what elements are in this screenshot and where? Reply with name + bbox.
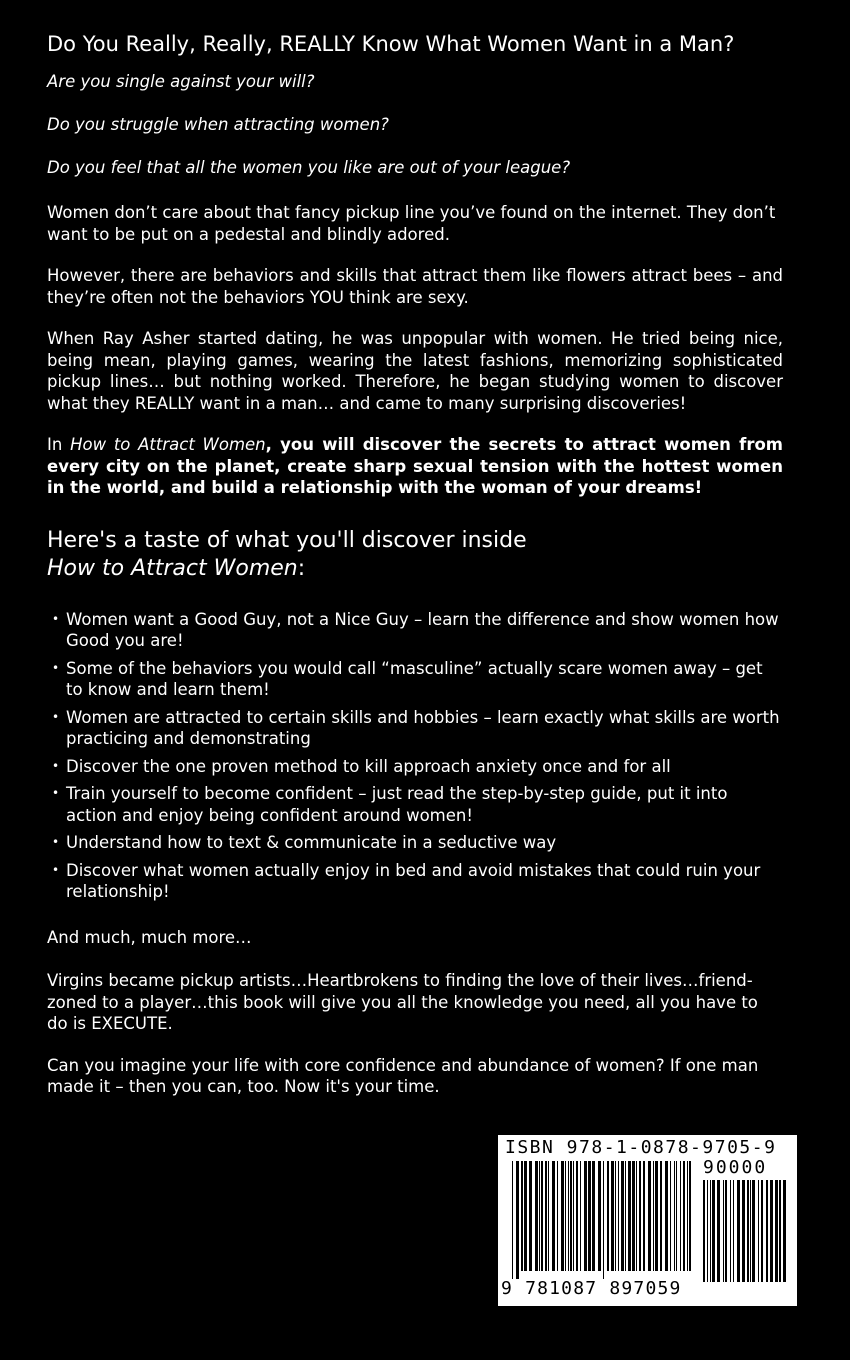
barcode-bar — [680, 1161, 681, 1271]
barcode-bar — [535, 1161, 538, 1271]
question-1: Are you single against your will? — [47, 72, 315, 91]
barcode-bar — [628, 1161, 631, 1271]
barcode-bar — [545, 1161, 547, 1271]
barcode-bar — [730, 1180, 731, 1282]
price-code: 90000 — [703, 1157, 768, 1178]
barcode-bar — [717, 1180, 720, 1282]
barcode-bar — [576, 1161, 578, 1271]
list-item — [47, 658, 783, 701]
barcode-bar — [674, 1161, 675, 1271]
list-item — [47, 609, 783, 652]
ean-bars — [512, 1161, 694, 1279]
question-2: Do you struggle when attracting women? — [47, 115, 389, 134]
barcode-bar — [621, 1161, 624, 1271]
barcode-bar — [639, 1161, 641, 1271]
barcode-bar — [592, 1161, 595, 1271]
barcode-bar — [557, 1161, 558, 1271]
bold-pitch-prefix: In — [47, 435, 71, 454]
barcode-bar — [607, 1161, 609, 1271]
paragraph-3: When Ray Asher started dating, he was unpopular with women. He tried being nice, being mean, playing games, wearing the latest fashions, memorizing sophisticated pickup lines… but nothing worked. Therefore, he began studying women to discover what they REALLY want in a man… and came to many surprising discoveries! — [47, 329, 783, 413]
bullet-text: Some of the behaviors you would call “masculine” actually scare women away – get to know and learn them! — [66, 658, 763, 699]
ean-digits: 9 781087 897059 — [501, 1278, 682, 1299]
barcode-bar — [615, 1161, 616, 1271]
bullet-text: Women are attracted to certain skills and hobbies – learn exactly what skills are worth practicing and demonstrating — [66, 707, 780, 748]
barcode-bar — [733, 1180, 734, 1282]
barcode-bar — [670, 1161, 671, 1271]
isbn-barcode — [498, 1135, 797, 1306]
subhead-line-2 — [47, 555, 783, 583]
barcode-bar — [603, 1161, 604, 1279]
question-3: Do you feel that all the women you like are out of your league? — [47, 158, 571, 177]
bullet-icon: • — [52, 660, 60, 675]
barcode-bar — [723, 1180, 724, 1282]
list-item — [47, 756, 783, 778]
addon-bars — [703, 1180, 789, 1298]
barcode-bar — [665, 1161, 668, 1271]
barcode-bar — [683, 1161, 685, 1271]
bullet-icon: • — [52, 862, 60, 877]
subhead-book-title: How to Attract Women — [47, 555, 298, 581]
bullet-icon: • — [52, 786, 60, 800]
barcode-bar — [588, 1161, 591, 1271]
barcode-bar — [655, 1161, 658, 1271]
barcode-bar — [648, 1161, 651, 1271]
barcode-bar — [761, 1180, 763, 1282]
closing-line-1: And much, much more… — [47, 927, 252, 947]
barcode-bar — [783, 1180, 786, 1282]
barcode-bar — [561, 1161, 564, 1271]
barcode-bar — [687, 1161, 688, 1271]
barcode-bar — [598, 1161, 601, 1271]
barcode-bar — [552, 1161, 555, 1271]
barcode-bar — [703, 1180, 705, 1282]
bullet-text: Discover the one proven method to kill approach anxiety once and for all — [66, 756, 671, 776]
list-item — [47, 783, 783, 826]
section-subhead — [47, 527, 783, 583]
closing-paragraph-2: Virgins became pickup artists…Heartbrokens to finding the love of their lives…friend-zoned to a player…this book will give you all the knowledge you need, all you have to do is EXECUTE. — [47, 971, 758, 1033]
barcode-bar — [750, 1180, 751, 1282]
barcode-bar — [779, 1180, 781, 1282]
barcode-bar — [539, 1161, 540, 1271]
barcode-bar — [747, 1180, 749, 1282]
barcode-bar — [710, 1180, 711, 1282]
barcode-bar — [548, 1161, 549, 1271]
bullet-text: Discover what women actually enjoy in bed and avoid mistakes that could ruin your relationship! — [66, 860, 761, 901]
barcode-bar — [573, 1161, 574, 1271]
bullet-text: Train yourself to become confident – just read the step-by-step guide, put it into action and enjoy being confident around women! — [66, 784, 728, 825]
barcode-bar — [611, 1161, 614, 1271]
paragraph-2: However, there are behaviors and skills that attract them like flowers attract bees – and they’re often not the behaviors YOU think are sexy. — [47, 266, 783, 307]
bullet-icon: • — [52, 758, 60, 773]
barcode-bar — [632, 1161, 635, 1271]
barcode-bar — [725, 1180, 727, 1282]
paragraph-1: Women don’t care about that fancy pickup line you’ve found on the internet. They don’t want to be put on a pedestal and blindly adored. — [47, 203, 776, 244]
bullet-icon: • — [52, 709, 60, 724]
barcode-bar — [737, 1180, 740, 1282]
barcode-bar — [707, 1180, 708, 1282]
list-item — [47, 707, 783, 750]
bold-pitch-book-title: How to Attract Women — [70, 435, 266, 454]
page-title: Do You Really, Really, REALLY Know What Women Want in a Man? — [47, 32, 735, 56]
back-cover-text — [47, 29, 783, 1118]
barcode-bar — [568, 1161, 569, 1271]
barcode-bar — [742, 1180, 745, 1282]
closing-paragraph-3: Can you imagine your life with core confidence and abundance of women? If one man made it – then you can, too. Now it's your time. — [47, 1055, 759, 1096]
barcode-bar — [643, 1161, 645, 1271]
barcode-bar — [565, 1161, 566, 1271]
barcode-bar — [770, 1180, 773, 1282]
barcode-bar — [529, 1161, 532, 1271]
barcode-bar — [676, 1161, 677, 1271]
barcode-bar — [636, 1161, 637, 1271]
subhead-colon: : — [297, 555, 306, 581]
isbn-label: ISBN 978-1-0878-9705-9 — [505, 1137, 777, 1158]
barcode-bar — [775, 1180, 778, 1282]
barcode-bar — [625, 1161, 626, 1271]
barcode-bar — [689, 1161, 691, 1271]
barcode-bar — [712, 1180, 715, 1282]
bold-pitch-suffix: , you will discover the secrets to attract women from every city on the planet, create sharp sexual tension with the hottest women in the world, and build a relationship with the woman of your dreams! — [47, 435, 783, 497]
barcode-bar — [516, 1161, 519, 1279]
bullet-icon: • — [52, 835, 60, 849]
barcode-bar — [758, 1180, 759, 1282]
barcode-bar — [570, 1161, 572, 1271]
barcode-bar — [580, 1161, 581, 1271]
bullet-text: Women want a Good Guy, not a Nice Guy – learn the difference and show women how Good you are! — [66, 609, 779, 650]
barcode-bar — [541, 1161, 543, 1271]
barcode-bar — [660, 1161, 662, 1271]
bold-pitch-paragraph — [47, 434, 783, 499]
barcode-bar — [584, 1161, 587, 1271]
bullet-text: Understand how to text & communicate in a seductive way — [66, 833, 557, 852]
barcode-bar — [752, 1180, 755, 1282]
barcode-bar — [618, 1161, 619, 1271]
barcode-bar — [524, 1161, 527, 1271]
bullet-list — [47, 609, 783, 903]
barcode-bar — [766, 1180, 768, 1282]
list-item — [47, 860, 783, 903]
subhead-line-1: Here's a taste of what you'll discover inside — [47, 527, 527, 553]
barcode-bar — [521, 1161, 523, 1271]
bullet-icon: • — [52, 611, 60, 626]
barcode-bar — [512, 1161, 513, 1279]
barcode-bar — [653, 1161, 654, 1271]
list-item — [47, 832, 783, 854]
